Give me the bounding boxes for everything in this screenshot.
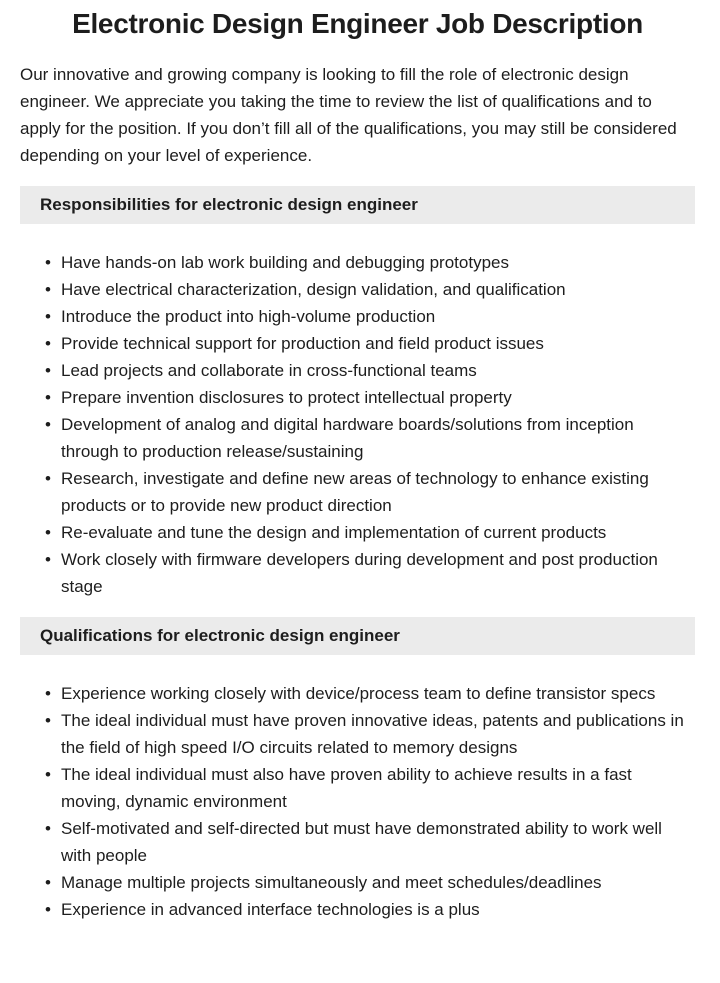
list-item: • Experience in advanced interface technologies is a plus [45,896,695,923]
job-description-document [0,7,720,923]
qualifications-section [20,617,695,923]
list-item: • Experience working closely with device/process team to define transistor specs [45,680,695,707]
list-item: • Introduce the product into high-volume production [45,303,695,330]
list-item: • Self-motivated and self-directed but must have demonstrated ability to work well with people [45,815,695,869]
list-item: • Development of analog and digital hardware boards/solutions from inception through to production release/sustaining [45,411,695,465]
list-item: • The ideal individual must have proven innovative ideas, patents and publications in the field of high speed I/O circuits related to memory designs [45,707,695,761]
list-item: • Lead projects and collaborate in cross-functional teams [45,357,695,384]
list-item: • Research, investigate and define new areas of technology to enhance existing products or to provide new product direction [45,465,695,519]
list-item: • The ideal individual must also have proven ability to achieve results in a fast moving, dynamic environment [45,761,695,815]
list-item: • Have hands-on lab work building and debugging prototypes [45,249,695,276]
list-item: • Re-evaluate and tune the design and implementation of current products [45,519,695,546]
list-item: • Prepare invention disclosures to protect intellectual property [45,384,695,411]
responsibilities-list [20,249,695,600]
responsibilities-section [20,186,695,600]
intro-paragraph: Our innovative and growing company is looking to fill the role of electronic design engineer. We appreciate you taking the time to review the list of qualifications and to apply for the position. If you don’t fill all of the qualifications, you may still be considered depending on your level of experience. [20,65,677,165]
page-title: Electronic Design Engineer Job Description [72,8,643,39]
qualifications-heading: Qualifications for electronic design engineer [20,617,695,655]
qualifications-list [20,680,695,923]
list-item: • Work closely with firmware developers during development and post production stage [45,546,695,600]
list-item: • Have electrical characterization, design validation, and qualification [45,276,695,303]
list-item: • Provide technical support for production and field product issues [45,330,695,357]
list-item: • Manage multiple projects simultaneously and meet schedules/deadlines [45,869,695,896]
responsibilities-heading: Responsibilities for electronic design engineer [20,186,695,224]
